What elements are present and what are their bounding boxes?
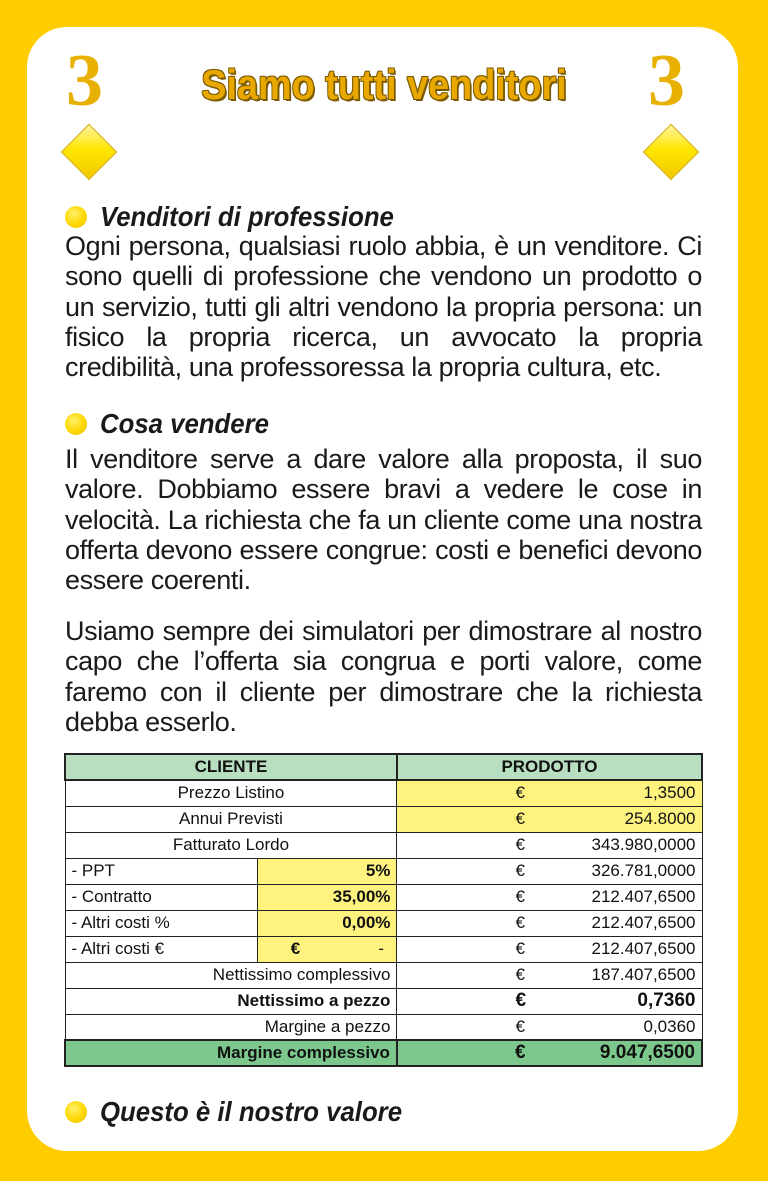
- table-row: [65, 858, 702, 884]
- row-value-cell: [397, 1014, 702, 1040]
- euro-symbol: €: [515, 887, 525, 906]
- row-label: Prezzo Listino: [65, 780, 397, 806]
- row-percent: 35,00%: [257, 884, 397, 910]
- row-value: 212.407,6500: [591, 913, 696, 932]
- section-paragraph: [65, 444, 702, 595]
- row-value-cell: [397, 962, 702, 988]
- row-value-cell: [397, 988, 702, 1014]
- row-value: 326.781,0000: [591, 861, 696, 880]
- euro-symbol: €: [515, 861, 525, 880]
- text-line: credibilità, una professoressa la propria cultura, etc.: [65, 352, 662, 383]
- text-line: velocità. La richiesta che fa un cliente come una nostra: [65, 504, 702, 535]
- bullet-dot-icon: [65, 1101, 87, 1123]
- row-value-cell: [397, 936, 702, 962]
- row-value: 343.980,0000: [591, 835, 696, 854]
- section-heading: Questo è il nostro valore: [100, 1096, 403, 1127]
- section-heading: Venditori di professione: [100, 201, 394, 232]
- row-value-cell: [397, 806, 702, 832]
- table-row: [65, 884, 702, 910]
- column-header-prodotto: PRODOTTO: [397, 754, 702, 780]
- card-number-right: 3: [648, 40, 685, 122]
- row-label: Fatturato Lordo: [65, 832, 397, 858]
- euro-symbol: €: [515, 1042, 526, 1063]
- row-label: - Altri costi %: [65, 910, 257, 936]
- row-value-cell: [397, 832, 702, 858]
- row-value: 187.407,6500: [591, 965, 696, 984]
- section-paragraph: [65, 231, 702, 382]
- row-label: - Contratto: [65, 884, 257, 910]
- row-label: Margine complessivo: [65, 1040, 397, 1066]
- text-line: un servizio, tutti gli altri vendono la propria persona: un: [65, 291, 702, 322]
- euro-symbol: €: [515, 939, 525, 958]
- row-value-cell: [397, 858, 702, 884]
- simulator-table: [64, 753, 703, 1067]
- row-label: Nettissimo complessivo: [65, 962, 397, 988]
- row-value-cell: [397, 1040, 702, 1066]
- table-row: [65, 910, 702, 936]
- euro-symbol: €: [515, 913, 525, 932]
- row-label: - Altri costi €: [65, 936, 257, 962]
- row-value: 212.407,6500: [591, 887, 696, 906]
- text-line: fisico la propria ricerca, un avvocato la propria: [65, 321, 702, 352]
- row-value-cell: [397, 910, 702, 936]
- row-value-cell: [397, 780, 702, 806]
- card-number-left: 3: [66, 40, 103, 122]
- row-label: - PPT: [65, 858, 257, 884]
- row-label: Margine a pezzo: [65, 1014, 397, 1040]
- text-line: sono quelli di professione che vendono un prodotto o: [65, 261, 702, 292]
- euro-symbol: €: [515, 835, 525, 854]
- row-value: 0,7360: [637, 990, 696, 1011]
- row-percent: 0,00%: [257, 910, 397, 936]
- row-label: Annui Previsti: [65, 806, 397, 832]
- row-percent: -: [378, 939, 385, 958]
- text-line: valore. Dobbiamo essere bravi a vedere le cose in: [65, 474, 702, 505]
- row-value-cell: [397, 884, 702, 910]
- text-line: faremo con il cliente per dimostrare che la richiesta: [65, 676, 702, 707]
- table-row: [65, 780, 702, 806]
- table-row: [65, 1040, 702, 1066]
- row-percent: 5%: [257, 858, 397, 884]
- bullet-dot-icon: [65, 413, 87, 435]
- euro-symbol: €: [515, 1016, 525, 1036]
- table-row: [65, 1014, 702, 1040]
- euro-symbol: €: [515, 783, 525, 803]
- card-title: Siamo tutti venditori: [201, 61, 567, 108]
- text-line: Il venditore serve a dare valore alla proposta, il suo: [65, 444, 702, 474]
- table-row: [65, 962, 702, 988]
- bullet-dot-icon: [65, 206, 87, 228]
- text-line: debba esserlo.: [65, 706, 237, 737]
- row-label: Nettissimo a pezzo: [65, 988, 397, 1014]
- row-value: 0,0360: [643, 1016, 696, 1036]
- row-value: 1,3500: [643, 783, 696, 803]
- euro-symbol: €: [515, 990, 527, 1011]
- column-header-cliente: CLIENTE: [65, 754, 397, 780]
- text-line: essere coerenti.: [65, 565, 251, 596]
- section-paragraph: [65, 616, 702, 737]
- text-line: Ogni persona, qualsiasi ruolo abbia, è un venditore. Ci: [65, 231, 702, 261]
- euro-symbol: €: [290, 939, 301, 958]
- row-value: 9.047,6500: [599, 1042, 695, 1063]
- table-row: [65, 832, 702, 858]
- table-row: [65, 806, 702, 832]
- table-row: [65, 936, 702, 962]
- text-line: capo che l’offerta sia congrua e porti valore, come: [65, 646, 702, 677]
- text-line: Usiamo sempre dei simulatori per dimostrare al nostro: [65, 616, 702, 646]
- section-heading: Cosa vendere: [100, 408, 269, 439]
- row-value: 254.8000: [624, 809, 696, 828]
- row-percent-cell: [257, 936, 397, 962]
- row-value: 212.407,6500: [591, 939, 696, 958]
- euro-symbol: €: [515, 965, 525, 984]
- text-line: offerta devono essere congrue: costi e benefici devono: [65, 534, 702, 565]
- table-row: [65, 988, 702, 1014]
- euro-symbol: €: [515, 809, 525, 828]
